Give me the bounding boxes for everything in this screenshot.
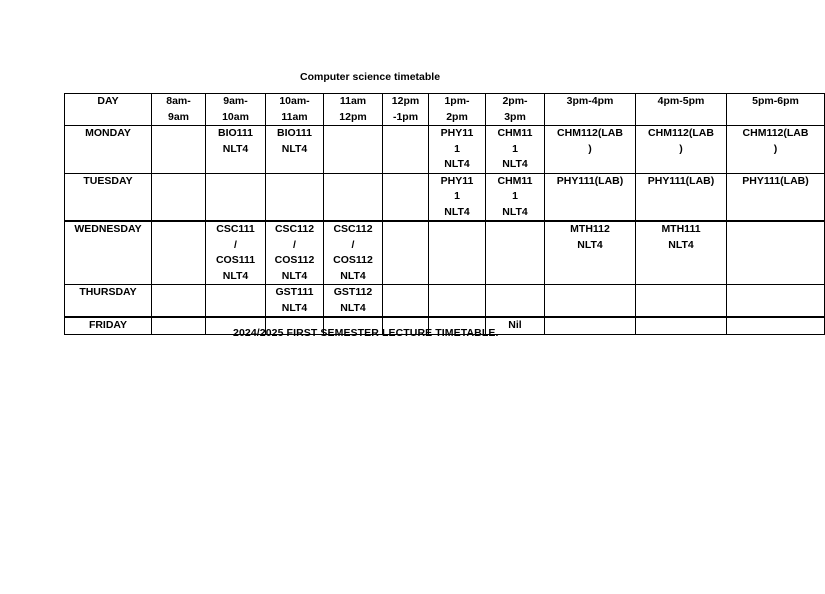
table-cell xyxy=(429,285,486,318)
cell-line: CHM112(LAB xyxy=(648,127,714,139)
cell-line: 1 xyxy=(512,142,518,155)
header-cell xyxy=(486,94,545,126)
cell-line: CHM11 xyxy=(497,127,533,139)
header-cell xyxy=(429,94,486,126)
cell-line: MTH112 xyxy=(570,223,610,235)
timetable-table xyxy=(64,93,825,335)
day-label: WEDNESDAY xyxy=(65,221,152,285)
cell-line: NLT4 xyxy=(281,142,308,155)
table-cell xyxy=(429,173,486,221)
table-cell xyxy=(152,317,206,334)
table-cell xyxy=(206,285,266,318)
cell-line: PHY111(LAB) xyxy=(556,174,624,187)
header-cell xyxy=(152,94,206,126)
table-cell xyxy=(266,285,324,318)
table-cell xyxy=(383,126,429,174)
header-cell xyxy=(324,94,383,126)
cell-line: 10am xyxy=(222,110,249,123)
table-cell xyxy=(486,285,545,318)
cell-line: Nil xyxy=(508,319,522,331)
cell-line: CHM112(LAB xyxy=(557,127,623,139)
table-cell xyxy=(324,126,383,174)
cell-line: 5pm-6pm xyxy=(752,95,799,107)
semester-caption: 2024/2025 FIRST SEMESTER LECTURE TIMETABLE. xyxy=(233,327,499,339)
cell-line: / xyxy=(351,238,355,251)
cell-line: 11am xyxy=(339,95,367,107)
cell-line: DAY xyxy=(97,95,119,107)
table-cell xyxy=(152,173,206,221)
table-cell xyxy=(324,173,383,221)
cell-line: CSC112 xyxy=(274,223,315,235)
day-label: TUESDAY xyxy=(65,173,152,221)
cell-line: 11am xyxy=(281,110,308,123)
cell-line: NLT4 xyxy=(502,205,528,218)
cell-line: PHY111(LAB) xyxy=(742,174,809,187)
cell-line: 9am xyxy=(167,110,189,123)
table-cell xyxy=(324,221,383,285)
cell-line: 3pm-4pm xyxy=(566,95,614,107)
table-cell xyxy=(636,126,727,174)
day-label: THURSDAY xyxy=(65,285,152,318)
cell-line: 2pm- xyxy=(502,95,528,107)
cell-line: NLT4 xyxy=(444,158,470,170)
table-cell xyxy=(152,221,206,285)
table-cell xyxy=(636,221,727,285)
header-cell xyxy=(206,94,266,126)
day-label: FRIDAY xyxy=(65,317,152,334)
cell-line: ) xyxy=(588,142,592,155)
cell-line: 4pm-5pm xyxy=(657,95,705,107)
cell-line: BIO111 xyxy=(276,127,313,139)
cell-line: NLT4 xyxy=(222,269,249,282)
cell-line: PHY11 xyxy=(440,174,474,187)
cell-line: BIO111 xyxy=(217,127,254,139)
header-cell xyxy=(545,94,636,126)
cell-line: PHY11 xyxy=(440,127,474,139)
cell-line: NLT4 xyxy=(502,158,528,170)
table-cell xyxy=(636,173,727,221)
cell-line: / xyxy=(234,238,237,251)
table-cell xyxy=(545,317,636,334)
table-cell xyxy=(266,126,324,174)
cell-line: COS112 xyxy=(274,254,315,266)
table-cell xyxy=(727,173,825,221)
table-cell xyxy=(206,221,266,285)
cell-line: PHY111(LAB) xyxy=(647,174,715,187)
table-cell xyxy=(727,285,825,318)
table-row-tuesday xyxy=(65,173,825,221)
cell-line: NLT4 xyxy=(444,205,470,218)
table-cell xyxy=(486,221,545,285)
cell-line: CHM11 xyxy=(497,174,533,187)
cell-line: 1 xyxy=(512,190,518,202)
cell-line: CSC111 xyxy=(216,223,255,235)
table-cell xyxy=(727,126,825,174)
cell-line: 1pm- xyxy=(444,95,470,107)
cell-line: GST112 xyxy=(333,286,373,298)
table-cell xyxy=(152,126,206,174)
table-cell xyxy=(727,221,825,285)
table-cell xyxy=(383,221,429,285)
table-row-wednesday xyxy=(65,221,825,285)
table-cell xyxy=(152,285,206,318)
table-cell xyxy=(545,221,636,285)
table-cell xyxy=(206,173,266,221)
table-cell xyxy=(636,285,727,318)
cell-line: MTH111 xyxy=(661,223,701,235)
table-cell xyxy=(545,285,636,318)
header-cell xyxy=(383,94,429,126)
table-cell xyxy=(429,221,486,285)
table-row-thursday xyxy=(65,285,825,318)
cell-line: CHM112(LAB xyxy=(742,127,809,139)
cell-line: COS112 xyxy=(333,254,373,266)
cell-line: 1 xyxy=(454,190,460,202)
cell-line: ) xyxy=(679,142,683,155)
cell-line: NLT4 xyxy=(340,301,366,314)
cell-line: GST111 xyxy=(275,286,314,298)
cell-line: 8am- xyxy=(166,95,191,107)
table-cell xyxy=(324,285,383,318)
cell-line: COS111 xyxy=(215,254,256,266)
table-cell xyxy=(727,317,825,334)
cell-line: 10am- xyxy=(279,95,310,107)
table-cell xyxy=(429,126,486,174)
header-cell xyxy=(266,94,324,126)
cell-line: NLT4 xyxy=(668,238,694,251)
table-cell xyxy=(486,126,545,174)
cell-line: NLT4 xyxy=(281,301,308,314)
table-cell xyxy=(383,173,429,221)
cell-line: NLT4 xyxy=(281,269,308,282)
header-cell xyxy=(65,94,152,126)
cell-line: 12pm xyxy=(339,110,367,123)
cell-line: 9am- xyxy=(223,95,248,107)
cell-line: NLT4 xyxy=(577,238,603,251)
cell-line: 2pm xyxy=(446,110,468,123)
timetable-title: Computer science timetable xyxy=(300,71,441,83)
day-label: MONDAY xyxy=(65,126,152,174)
table-cell xyxy=(545,173,636,221)
cell-line: 1 xyxy=(454,142,460,155)
table-cell xyxy=(266,173,324,221)
cell-line: NLT4 xyxy=(222,142,249,155)
cell-line: 12pm xyxy=(391,95,420,107)
cell-line: 3pm xyxy=(504,110,526,123)
cell-line: ) xyxy=(773,142,778,155)
table-cell xyxy=(545,126,636,174)
table-cell xyxy=(486,173,545,221)
header-cell xyxy=(636,94,727,126)
table-cell xyxy=(266,221,324,285)
cell-line: / xyxy=(293,238,296,251)
cell-line: -1pm xyxy=(392,110,419,123)
table-cell xyxy=(383,285,429,318)
cell-line: CSC112 xyxy=(333,223,373,235)
header-row xyxy=(65,94,825,126)
cell-line: NLT4 xyxy=(340,269,366,282)
table-row-monday xyxy=(65,126,825,174)
header-cell xyxy=(727,94,825,126)
table-cell xyxy=(206,126,266,174)
table-cell xyxy=(636,317,727,334)
